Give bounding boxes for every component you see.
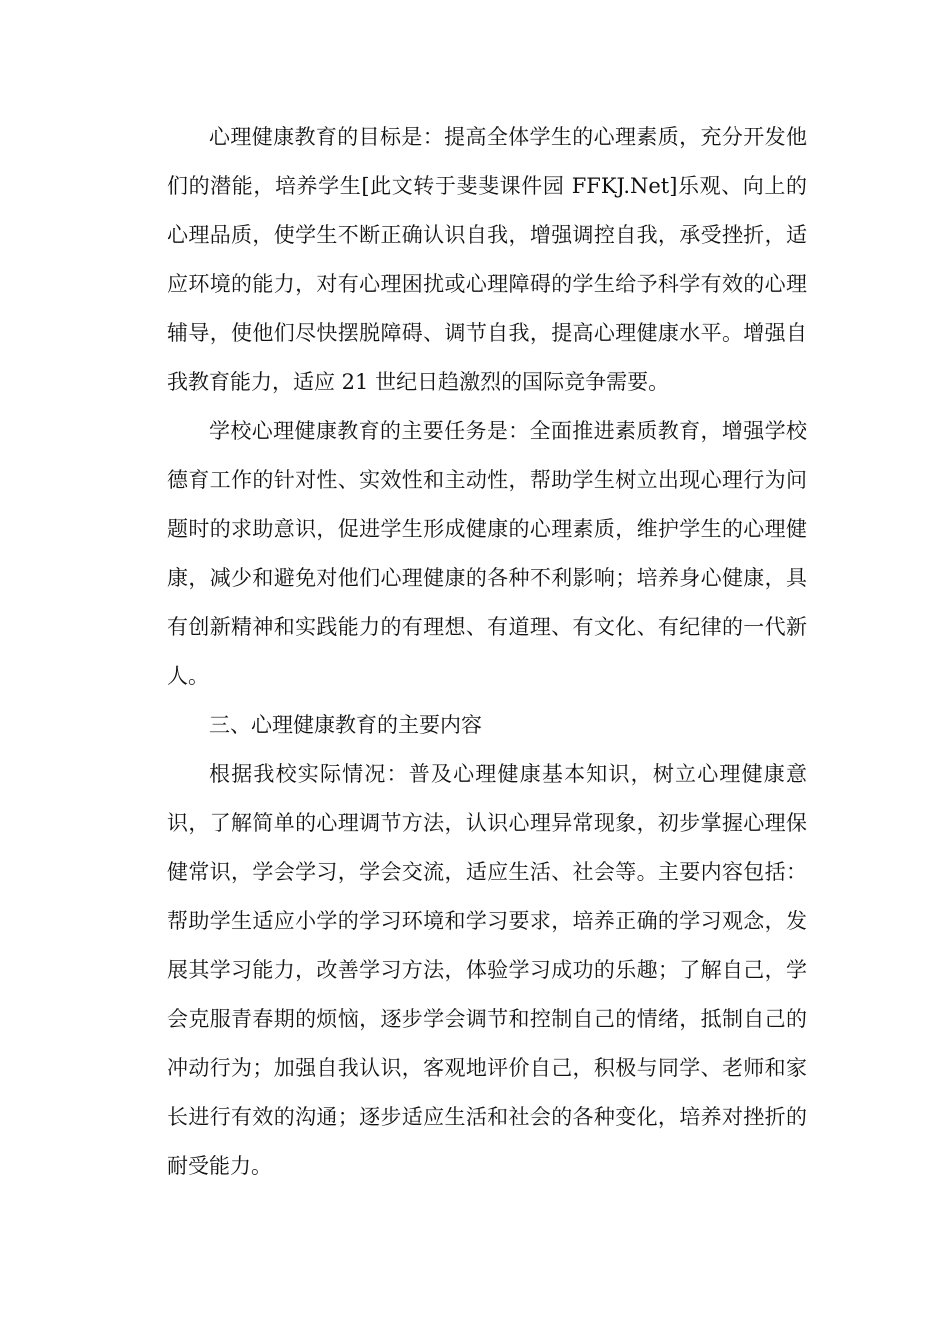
document-body xyxy=(167,113,807,1191)
paragraph-tasks: 学校心理健康教育的主要任务是：全面推进素质教育，增强学校德育工作的针对性、实效性和主动性，帮助学生树立出现心理行为问题时的求助意识，促进学生形成健康的心理素质，维护学生的心理健康，减少和避免对他们心理健康的各种不利影响；培养身心健康，具有创新精神和实践能力的有理想、有道理、有文化、有纪律的一代新人。 xyxy=(167,419,807,688)
paragraph-goals: 心理健康教育的目标是：提高全体学生的心理素质，充分开发他们的潜能，培养学生[此文转于斐斐课件园 FFKJ.Net]乐观、向上的心理品质，使学生不断正确认识自我，增强调控自我，承受挫折，适应环境的能力，对有心理困扰或心理障碍的学生给予科学有效的心理辅导，使他们尽快摆脱障碍、调节自我，提高心理健康水平。增强自我教育能力，适应 21 世纪日趋激烈的国际竞争需要。 xyxy=(167,125,807,394)
paragraph-main-content: 根据我校实际情况：普及心理健康基本知识，树立心理健康意识，了解简单的心理调节方法，认识心理异常现象，初步掌握心理保健常识，学会学习，学会交流，适应生活、社会等。主要内容包括：帮助学生适应小学的学习环境和学习要求，培养正确的学习观念，发展其学习能力，改善学习方法，体验学习成功的乐趣；了解自己，学会克服青春期的烦恼，逐步学会调节和控制自己的情绪，抵制自己的冲动行为；加强自我认识，客观地评价自己，积极与同学、老师和家长进行有效的沟通；逐步适应生活和社会的各种变化，培养对挫折的耐受能力。 xyxy=(167,762,807,1178)
section-heading-main-content: 三、心理健康教育的主要内容 xyxy=(209,713,482,737)
